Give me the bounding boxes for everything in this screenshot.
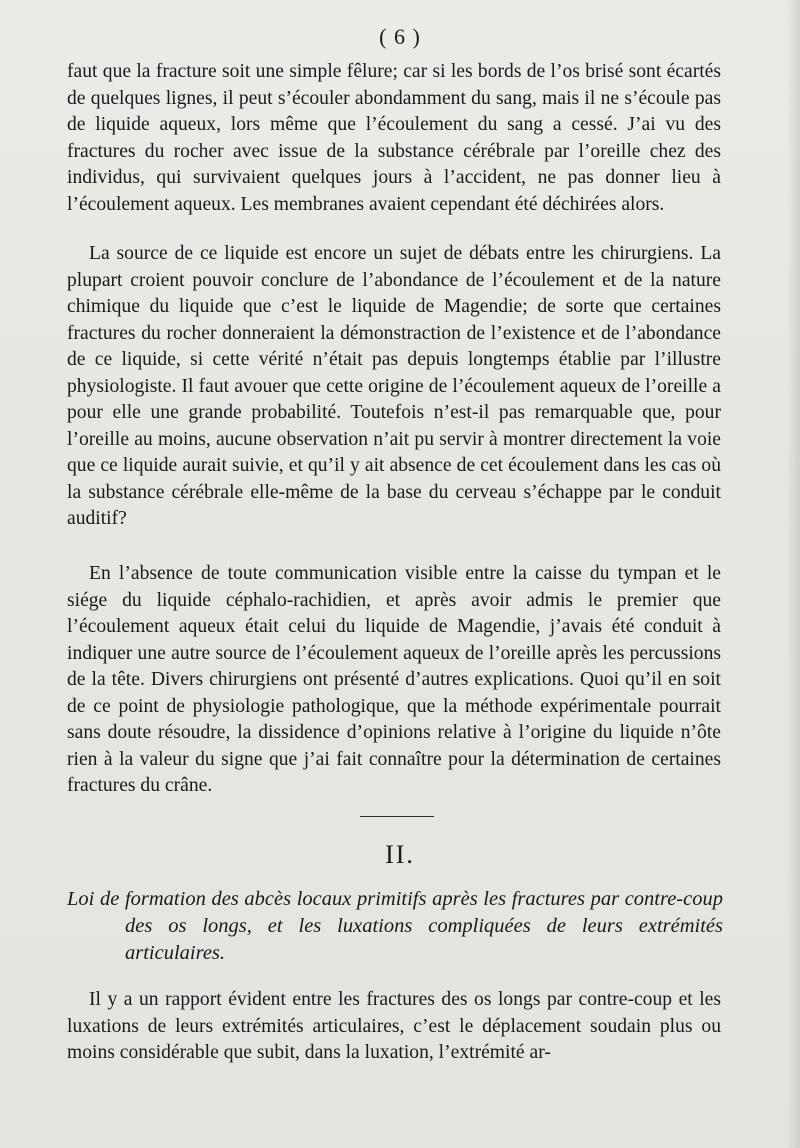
paragraph-text: En l’absence de toute communication visible entre la caisse du tympan et le siége du liquide céphalo-rachidien, et après avoir admis le premier que l’écoulement aqueux était celui du liquide de Magendie, j’avais été conduit à indiquer une autre source de l’écoulement aqueux de l’oreille après les percussions de la tête. Divers chirurgiens ont présenté d’autres explications. Quoi qu’il en soit de ce point de physiologie pathologique, que la méthode expérimentale pourrait sans doute résoudre, la dissidence d’opinions relative à l’origine du liquide n’ôte rien à la valeur du signe que j’ai fait connaître pour la détermination de certaines fractures du crâne. [67, 563, 721, 796]
paragraph-continued [67, 59, 721, 218]
section-numeral: II. [385, 840, 415, 869]
page-number: ( 6 ) [379, 24, 421, 49]
page-edge-shadow [786, 0, 800, 1148]
paragraph-liquid-source [67, 241, 721, 533]
section-divider [360, 816, 434, 817]
paragraph-communication [67, 561, 721, 800]
paragraph-text: La source de ce liquide est encore un sujet de débats entre les chirurgiens. La plupart croient pouvoir conclure de l’abondance de l’écoulement et de la nature chimique du liquide que c’est le liquide de Magendie; de sorte que certaines fractures du rocher donneraient la démonstraction de l’existence et de l’abondance de ce liquide, si cette vérité n’était pas depuis longtemps établie par l’illustre physiologiste. Il faut avouer que cette origine de l’écoulement aqueux de l’oreille a pour elle une grande probabilité. Toutefois n’est-il pas remarquable que, pour l’oreille au moins, aucune observation n’ait pu servir à montrer directement la voie que ce liquide aurait suivie, et qu’il y ait absence de cet écoulement dans les cas où la substance cérébrale elle-même de la base du cerveau s’échappe par le conduit auditif? [67, 243, 721, 529]
paragraph-text: faut que la fracture soit une simple fêlure; car si les bords de l’os brisé sont écartés de quelques lignes, il peut s’écouler abondamment du sang, mais il ne s’écoule pas de liquide aqueux, lors même que l’écoulement du sang a cessé. J’ai vu des fractures du rocher avec issue de la substance cérébrale par l’oreille chez des individus, qui survivaient quelques jours à l’accident, ne pas donner lieu à l’écoulement aqueux. Les membranes avaient cependant été déchirées alors. [67, 61, 721, 215]
paragraph-text: Il y a un rapport évident entre les fractures des os longs par contre-coup et les luxations de leurs extrémités articulaires, c’est le déplacement soudain plus ou moins considérable que subit, dans la luxation, l’extrémité ar- [67, 989, 721, 1063]
section-title: Loi de formation des abcès locaux primitifs après les fractures par contre-coup des os longs, et les luxations compliquées de leurs extrémités articulaires. [67, 888, 723, 964]
paragraph-section-intro [67, 987, 721, 1067]
